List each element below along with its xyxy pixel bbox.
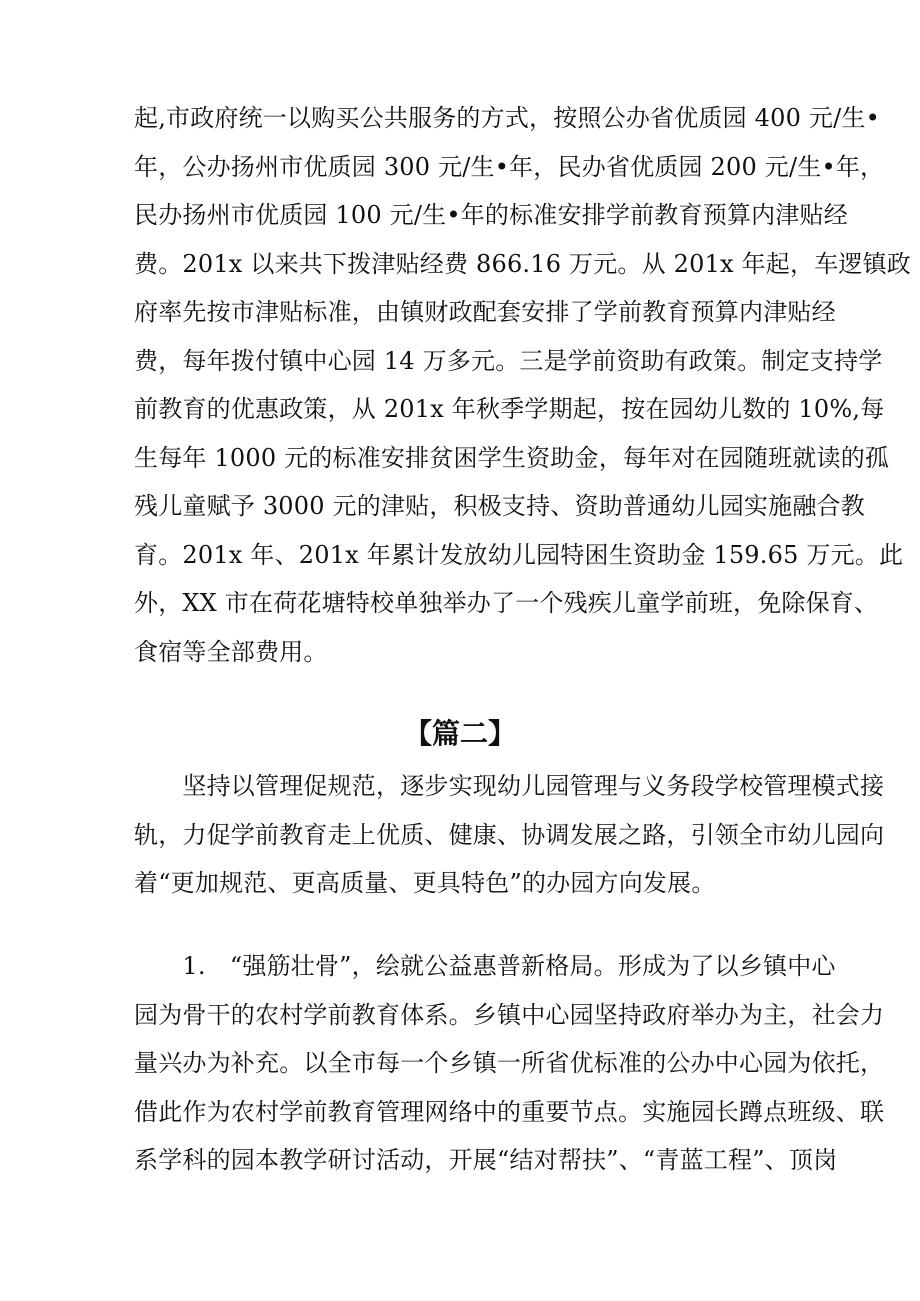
paragraph-rural-system [134, 942, 885, 1185]
text-line: 系学科的园本教学研讨活动，开展“结对帮扶”、“青蓝工程”、顶岗 [134, 1146, 838, 1174]
text-line: 生每年 1000 元的标准安排贫困学生资助金，每年对在园随班就读的孤 [134, 443, 890, 472]
text-line: 民办扬州市优质园 100 元/生•年的标准安排学前教育预算内津贴经 [134, 201, 848, 229]
text-line: 园为骨干的农村学前教育体系。乡镇中心园坚持政府举办为主，社会力 [134, 1000, 885, 1029]
text-line: 外，XX 市在荷花塘特校单独举办了一个残疾儿童学前班，免除保育、 [134, 589, 879, 617]
text-line: 起,市政府统一以购买公共服务的方式，按照公办省优质园 400 元/生• [134, 104, 880, 132]
text-line: 育。201x 年、201x 年累计发放幼儿园特困生资助金 159.65 万元。此 [134, 540, 904, 569]
text-line: 轨，力促学前教育走上优质、健康、协调发展之路，引领全市幼儿园向 [134, 820, 885, 849]
text-line: 借此作为农村学前教育管理网络中的重要节点。实施园长蹲点班级、联 [134, 1097, 885, 1126]
text-line: 量兴办为补充。以全市每一个乡镇一所省优标准的公办中心园为依托， [134, 1049, 885, 1077]
text-line: 着“更加规范、更高质量、更具特色”的办园方向发展。 [134, 869, 716, 897]
text-line: 费，每年拨付镇中心园 14 万多元。三是学前资助有政策。制定支持学 [134, 346, 883, 375]
text-line: 前教育的优惠政策，从 201x 年秋季学期起，按在园幼儿数的 10%,每 [134, 395, 885, 423]
text-line: 食宿等全部费用。 [134, 637, 328, 666]
paragraph-funding-policy [134, 94, 912, 676]
text-line: 年，公办扬州市优质园 300 元/生•年，民办省优质园 200 元/生•年， [134, 152, 885, 181]
text-line: 坚持以管理促规范，逐步实现幼儿园管理与义务段学校管理模式接 [134, 772, 885, 800]
text-line: 1. “强筋壮骨”，绘就公益惠普新格局。形成为了以乡镇中心 [134, 952, 836, 980]
section-heading: 【篇二】 [403, 717, 516, 750]
paragraph-management-intro [134, 762, 885, 908]
text-line: 残儿童赋予 3000 元的津贴，积极支持、资助普通幼儿园实施融合教 [134, 492, 865, 520]
text-line: 费。201x 以来共下拨津贴经费 866.16 万元。从 201x 年起，车逻镇政 [134, 249, 912, 278]
text-line: 府率先按市津贴标准，由镇财政配套安排了学前教育预算内津贴经 [134, 298, 836, 326]
